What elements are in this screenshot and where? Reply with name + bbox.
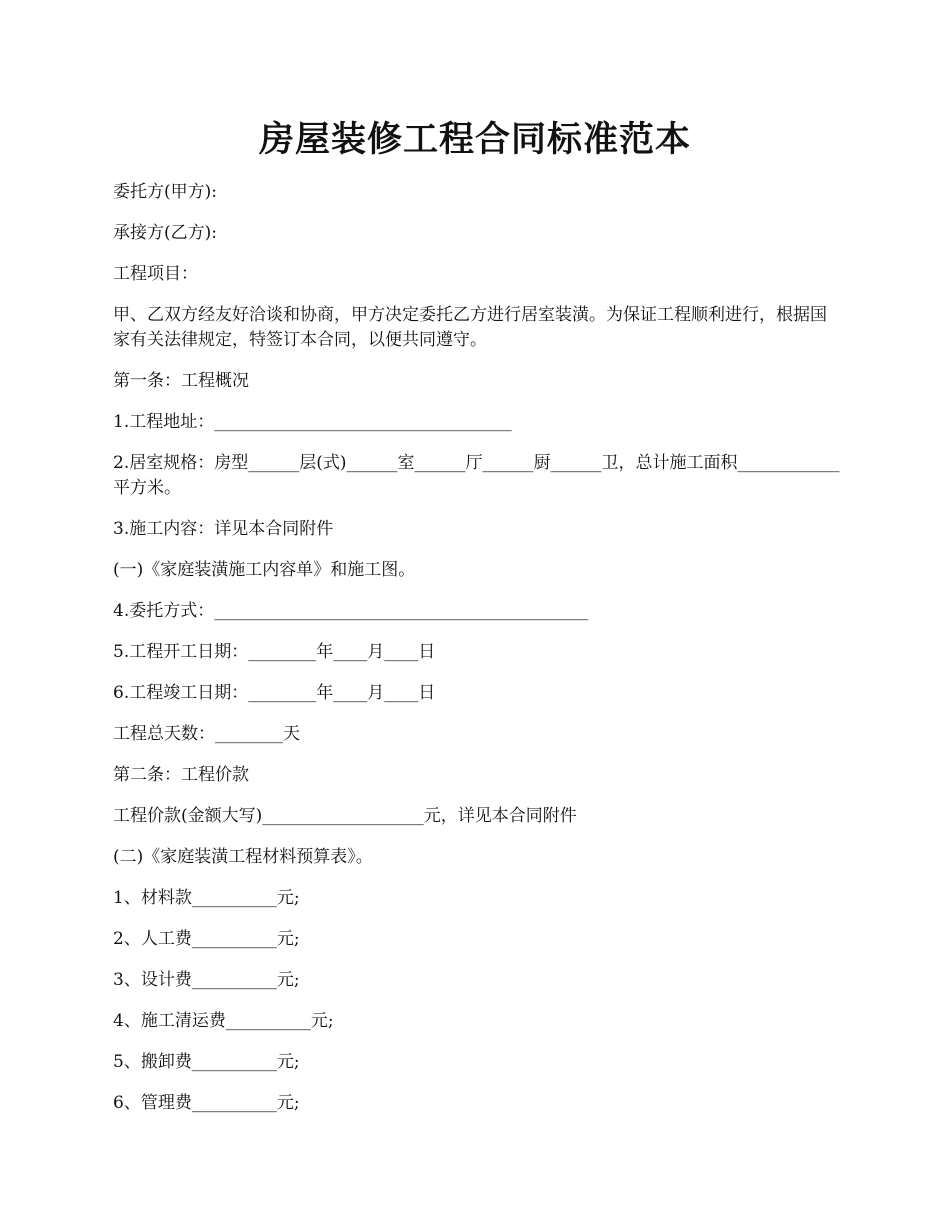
party-b-line: 承接方(乙方): [113,223,217,243]
party-a-line: 委托方(甲方): [113,182,217,202]
attachment-2-line: (二)《家庭装潢工程材料预算表》。 [113,847,373,867]
address-line: 1.工程地址：___________________________________ [113,412,512,432]
price-line: 工程价款(金额大写)___________________元，详见本合同附件 [113,806,577,826]
room-spec-line: 2.居室规格：房型______层(式)______室______厅______厨______卫，总计施工面积____________平方米。 [113,453,840,498]
article-1-heading: 第一条：工程概况 [113,371,249,391]
cost-item: 6、管理费__________元; [113,1093,300,1113]
article-2-heading: 第二条：工程价款 [113,765,249,785]
preamble-paragraph: 甲、乙双方经友好洽谈和协商，甲方决定委托乙方进行居室装潢。为保证工程顺利进行，根据国家有关法律规定，特签订本合同，以便共同遵守。 [113,305,827,350]
cost-item: 1、材料款__________元; [113,888,300,908]
cost-item: 2、人工费__________元; [113,929,300,949]
document-title: 房屋装修工程合同标准范本 [258,120,691,160]
cost-item: 5、搬卸费__________元; [113,1052,300,1072]
commission-method-line: 4.委托方式：____________________________________________ [113,601,589,621]
start-date-line: 5.工程开工日期：________年____月____日 [113,642,436,662]
cost-item: 4、施工清运费__________元; [113,1011,334,1031]
document-body [113,180,843,1132]
project-line: 工程项目： [113,264,198,284]
completion-date-line: 6.工程竣工日期：________年____月____日 [113,683,436,703]
cost-item: 3、设计费__________元; [113,970,300,990]
total-days-line: 工程总天数：________天 [113,724,300,744]
scope-line: 3.施工内容：详见本合同附件 [113,519,334,539]
attachment-1-line: (一)《家庭装潢施工内容单》和施工图。 [113,560,416,580]
